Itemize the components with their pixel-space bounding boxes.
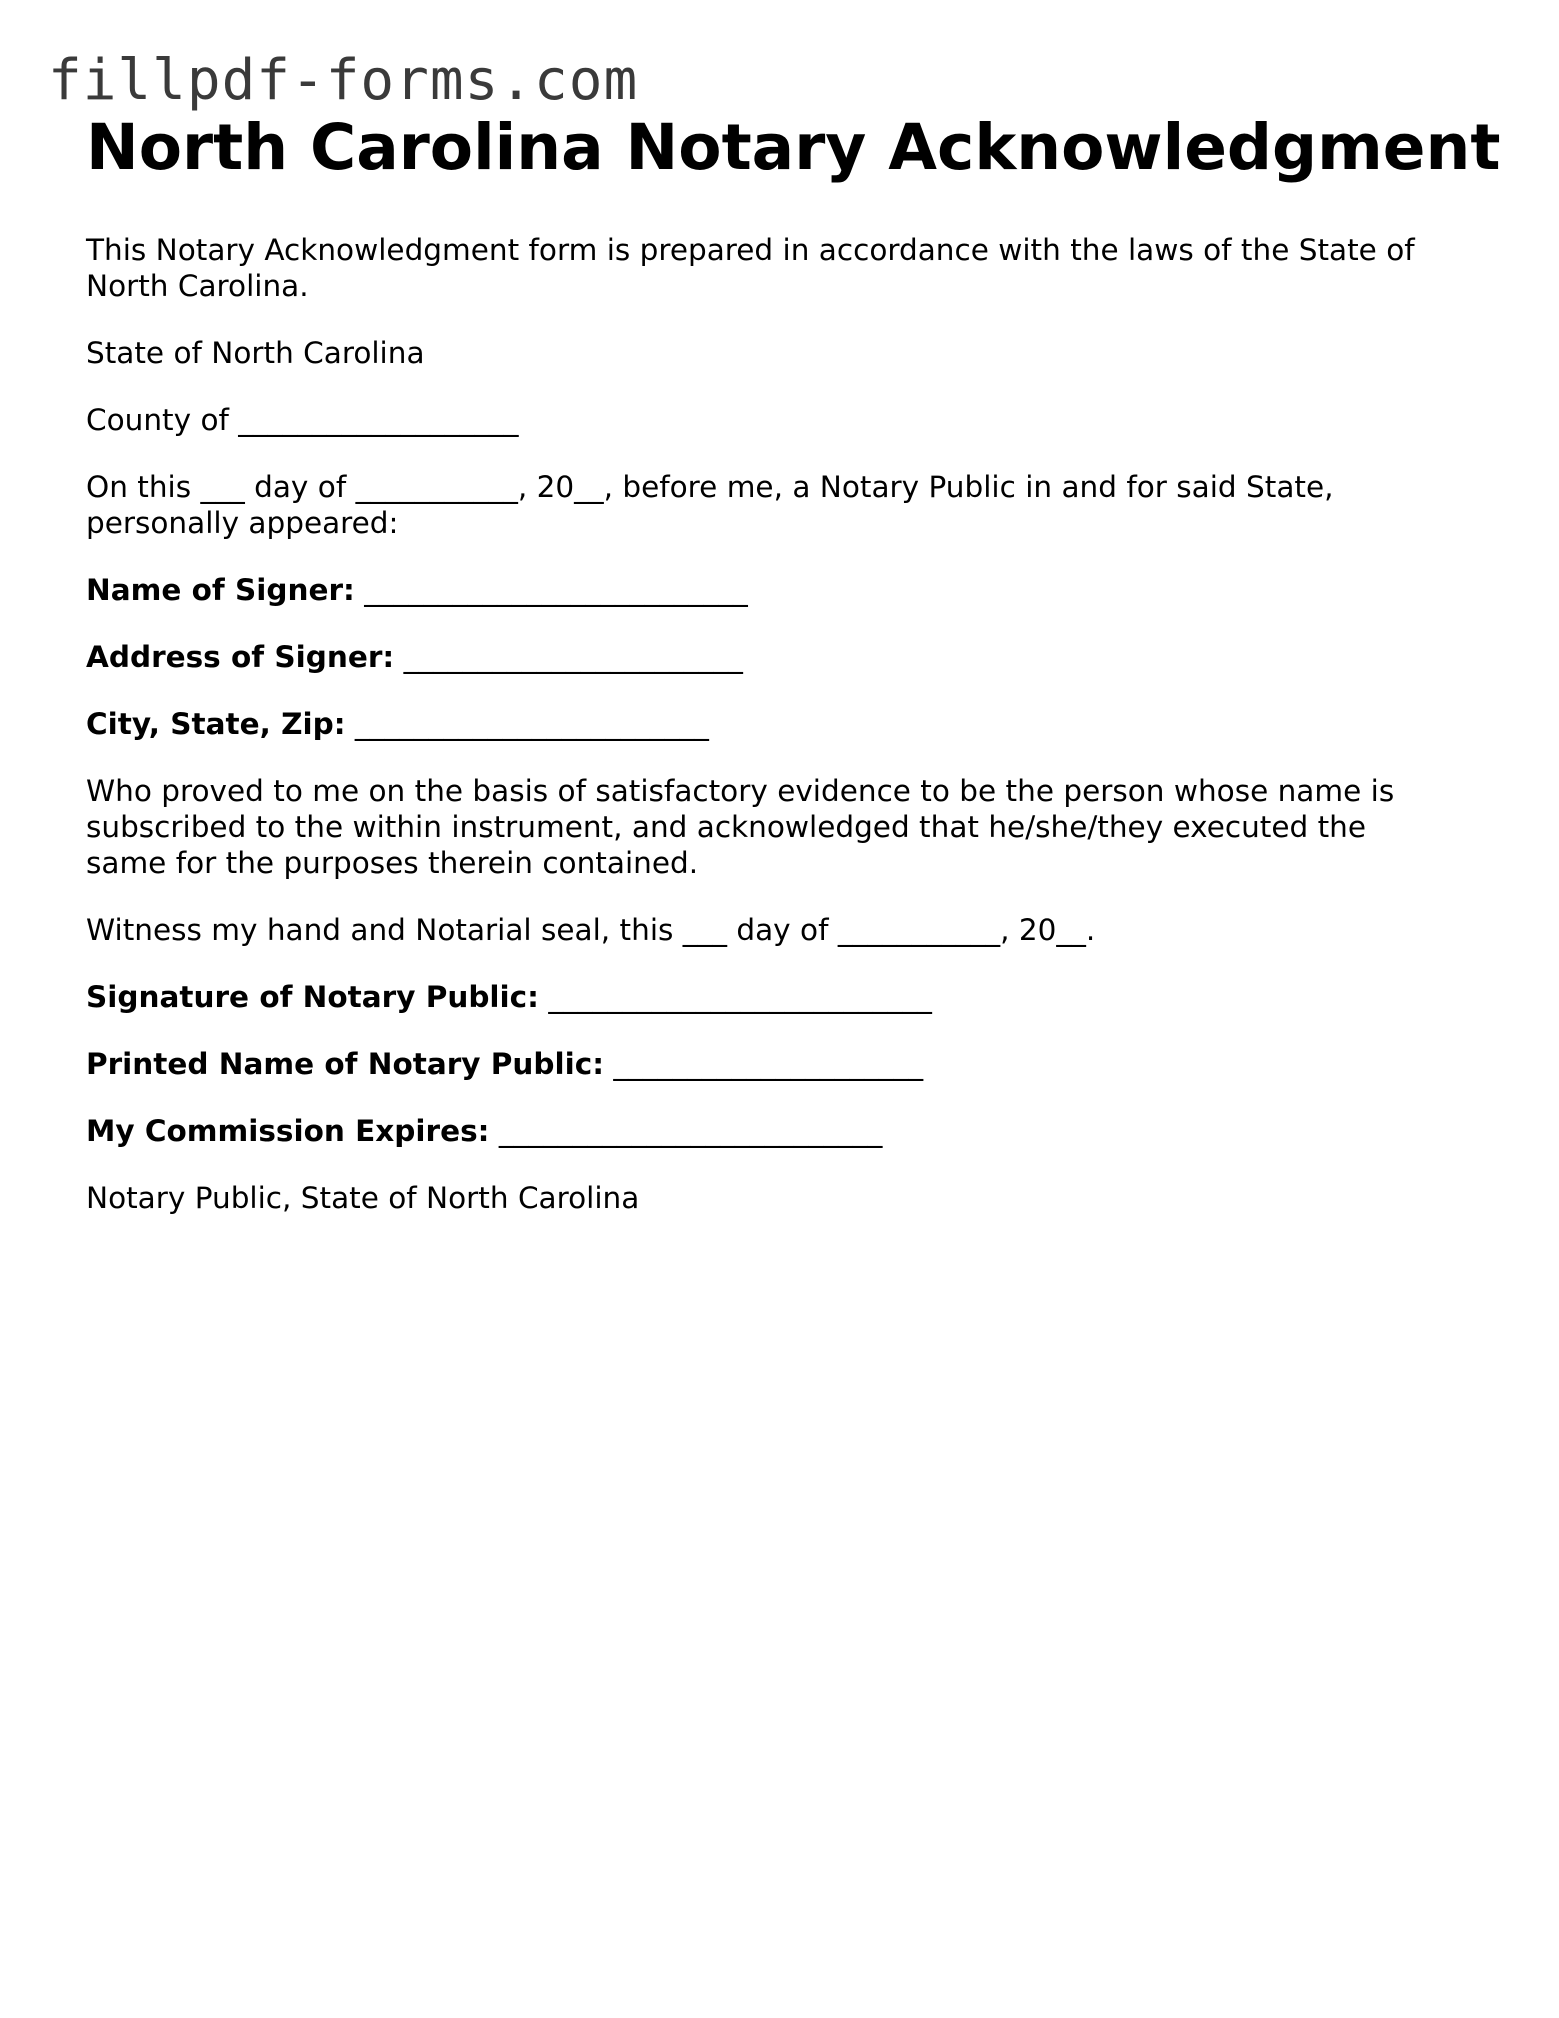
notary-printed-name-field xyxy=(86,1046,1486,1082)
notary-printed-name-blank: _____________________ xyxy=(604,1047,924,1081)
appearance-line-2: personally appeared: xyxy=(86,506,399,540)
watermark-text: fillpdf-forms.com xyxy=(48,48,639,113)
notary-signature-blank: __________________________ xyxy=(538,980,932,1014)
intro-line-1: This Notary Acknowledgment form is prepared in accordance with the laws of the State of xyxy=(86,233,1415,267)
document-title: North Carolina Notary Acknowledgment xyxy=(86,111,1501,184)
proof-line-3: same for the purposes therein contained. xyxy=(86,846,699,880)
commission-expires-label: My Commission Expires: xyxy=(86,1114,490,1148)
signer-name-blank: __________________________ xyxy=(354,573,748,607)
appearance-line-1: On this ___ day of ___________, 20__, before me, a Notary Public in and for said State, xyxy=(86,470,1334,504)
footer-line: Notary Public, State of North Carolina xyxy=(86,1181,640,1215)
county-field: County of ___________________ xyxy=(86,403,519,437)
notary-form-document xyxy=(86,110,1501,1216)
notary-signature-label: Signature of Notary Public: xyxy=(86,980,539,1014)
state-line: State of North Carolina xyxy=(86,336,425,370)
signer-name-label: Name of Signer: xyxy=(86,573,355,607)
proof-paragraph xyxy=(86,773,1486,881)
commission-expires-field xyxy=(86,1113,1486,1149)
intro-paragraph xyxy=(86,232,1486,304)
notary-printed-name-label: Printed Name of Notary Public: xyxy=(86,1047,605,1081)
signer-name-field xyxy=(86,572,1486,608)
witness-line: Witness my hand and Notarial seal, this ___ day of ___________, 20__. xyxy=(86,913,1096,947)
intro-line-2: North Carolina. xyxy=(86,269,309,303)
notary-signature-field xyxy=(86,979,1486,1015)
signer-address-blank: _______________________ xyxy=(394,640,743,674)
signer-city-field xyxy=(86,706,1486,742)
proof-line-2: subscribed to the within instrument, and acknowledged that he/she/they executed the xyxy=(86,810,1367,844)
commission-expires-blank: __________________________ xyxy=(489,1114,883,1148)
proof-line-1: Who proved to me on the basis of satisfactory evidence to be the person whose name is xyxy=(86,774,1395,808)
appearance-paragraph xyxy=(86,469,1486,541)
signer-address-field xyxy=(86,639,1486,675)
signer-city-label: City, State, Zip: xyxy=(86,707,346,741)
signer-city-blank: ________________________ xyxy=(345,707,709,741)
signer-address-label: Address of Signer: xyxy=(86,640,395,674)
